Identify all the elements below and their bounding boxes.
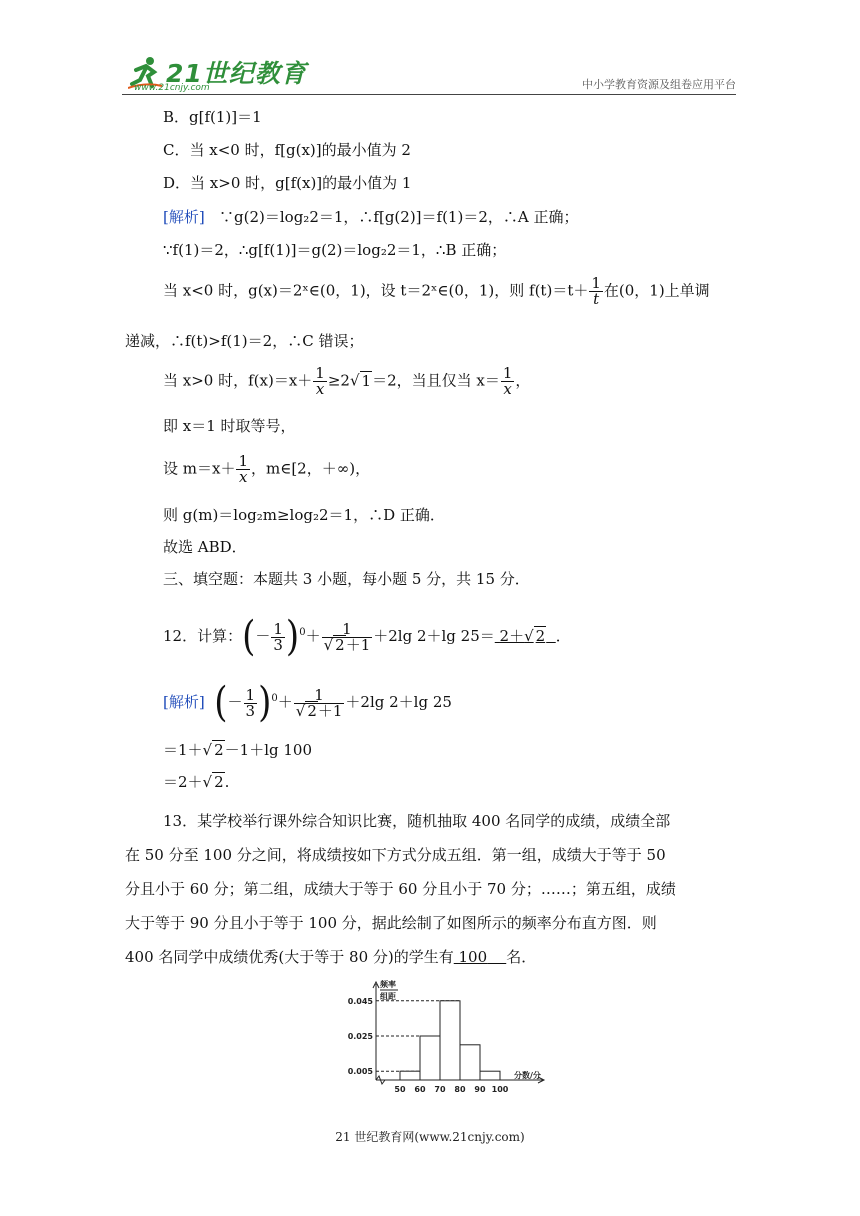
analysis-line-8: 则 g(m)＝log₂m≥log₂2＝1，∴D 正确．: [163, 506, 445, 524]
page-header: [122, 56, 736, 96]
y-axis-label: 组距: [380, 992, 396, 1001]
page-footer: 21 世纪教育网(www.21cnjy.com): [335, 1130, 525, 1144]
y-tick-label: 0.005: [347, 1067, 373, 1077]
question-13-line-5: 400 名同学中成绩优秀(大于等于 80 分)的学生有 100 名．: [125, 948, 537, 966]
frequency-histogram: [322, 980, 552, 1100]
fraction: $\frac{1}{x}$: [502, 364, 513, 398]
solution-12-line-3: ＝2＋√ 2.: [163, 773, 230, 791]
x-tick-label: 90: [474, 1085, 486, 1094]
question-13-line-1: 13．某学校举行课外综合知识比赛，随机抽取 400 名同学的成绩，成绩全部: [163, 812, 671, 830]
question-12: 12．计算：(－ $\frac{1}{3}$ )$^0$＋ $\frac{1}{√ 2+1}$ ＋2lg 2＋lg 25＝ 2＋√ 2 ．: [163, 613, 571, 661]
header-divider: [122, 94, 736, 95]
histogram-bar: [460, 1045, 480, 1080]
analysis-line-2: ∵f(1)＝2，∴g[f(1)]＝g(2)＝log₂2＝1，∴B 正确；: [163, 241, 507, 259]
fraction: $\frac{1}{3}$: [245, 685, 256, 720]
analysis-line-7: 设 m＝x＋ $\frac{1}{x}$ ，m∈[2，＋∞)，: [163, 452, 371, 486]
x-tick-label: 60: [414, 1085, 426, 1094]
x-tick-label: 100: [491, 1085, 509, 1094]
fraction: $\frac{1}{x}$: [238, 452, 248, 486]
histogram-bar: [420, 1036, 440, 1080]
question-13-line-3: 分且小于 60 分；第二组，成绩大于等于 60 分且小于 70 分；……；第五组，成绩: [125, 880, 676, 898]
logo-text: 21世纪教育: [166, 59, 307, 88]
analysis-line-6: 即 x＝1 时取等号，: [163, 417, 296, 435]
analysis-label: [解析]: [163, 208, 205, 226]
fraction: $\frac{1}{x}$: [315, 364, 325, 398]
header-slogan: 中小学教育资源及组卷应用平台: [582, 78, 736, 91]
x-tick-label: 80: [454, 1085, 466, 1094]
histogram-bar: [400, 1071, 420, 1080]
section-heading: 三、填空题：本题共 3 小题，每小题 5 分，共 15 分．: [163, 570, 530, 588]
histogram-bar: [440, 1001, 460, 1080]
fraction: $\frac{1}{√ 2+1}$: [295, 685, 343, 720]
question-13-line-4: 大于等于 90 分且小于等于 100 分，据此绘制了如图所示的频率分布直方图．则: [125, 914, 657, 932]
histogram-bar: [480, 1071, 500, 1080]
analysis-line-4: 递减，∴f(t)>f(1)＝2，∴C 错误；: [125, 332, 364, 350]
y-tick-label: 0.045: [347, 996, 373, 1006]
analysis-line-1: [解析] ∵g(2)＝log₂2＝1，∴f[g(2)]＝f(1)＝2，∴A 正确；: [163, 208, 579, 226]
fraction: $\frac{1}{3}$: [273, 619, 283, 654]
fraction: $\frac{1}{t}$: [591, 274, 601, 308]
x-tick-label: 70: [434, 1085, 446, 1094]
solution-12-line-2: ＝1＋√ 2－1＋lg 100: [163, 741, 312, 759]
fraction: $\frac{1}{√ 2+1}$: [323, 619, 371, 654]
y-tick-label: 0.025: [347, 1032, 373, 1041]
analysis-line-3: 当 x<0 时，g(x)＝2ˣ∈(0，1)，设 t＝2ˣ∈(0，1)，则 f(t)＝t＋ $\frac{1}{t}$ 在(0，1)上单调: [163, 274, 710, 308]
question-13-line-2: 在 50 分至 100 分之间，将成绩按如下方式分成五组．第一组，成绩大于等于 50: [125, 846, 666, 864]
answer-blank: 2＋√ 2: [499, 627, 546, 645]
y-axis-label: 频率: [380, 980, 396, 989]
logo-url: www.21cnjy.com: [134, 83, 210, 93]
option-d: D．当 x>0 时，g[f(x)]的最小值为 1: [163, 174, 412, 192]
x-axis-label: 分数/分: [514, 1071, 541, 1080]
option-c: C．当 x<0 时，f[g(x)]的最小值为 2: [163, 141, 411, 159]
solution-12-line-1: [解析] (－ $\frac{1}{3}$ )$^0$＋ $\frac{1}{√ 2+1}$ ＋2lg 2＋lg 25: [163, 679, 452, 727]
sqrt-radicand: 1: [361, 371, 372, 390]
analysis-line-9: 故选 ABD．: [163, 538, 247, 556]
option-b: B．g[f(1)]＝1: [163, 108, 262, 126]
answer-blank: 100: [458, 948, 488, 966]
analysis-line-5: 当 x>0 时，f(x)＝x＋ $\frac{1}{x}$ ≥2√ 1＝2，当且仅当 x＝ $\frac{1}{x}$ ，: [163, 364, 531, 398]
x-tick-label: 50: [394, 1085, 406, 1094]
